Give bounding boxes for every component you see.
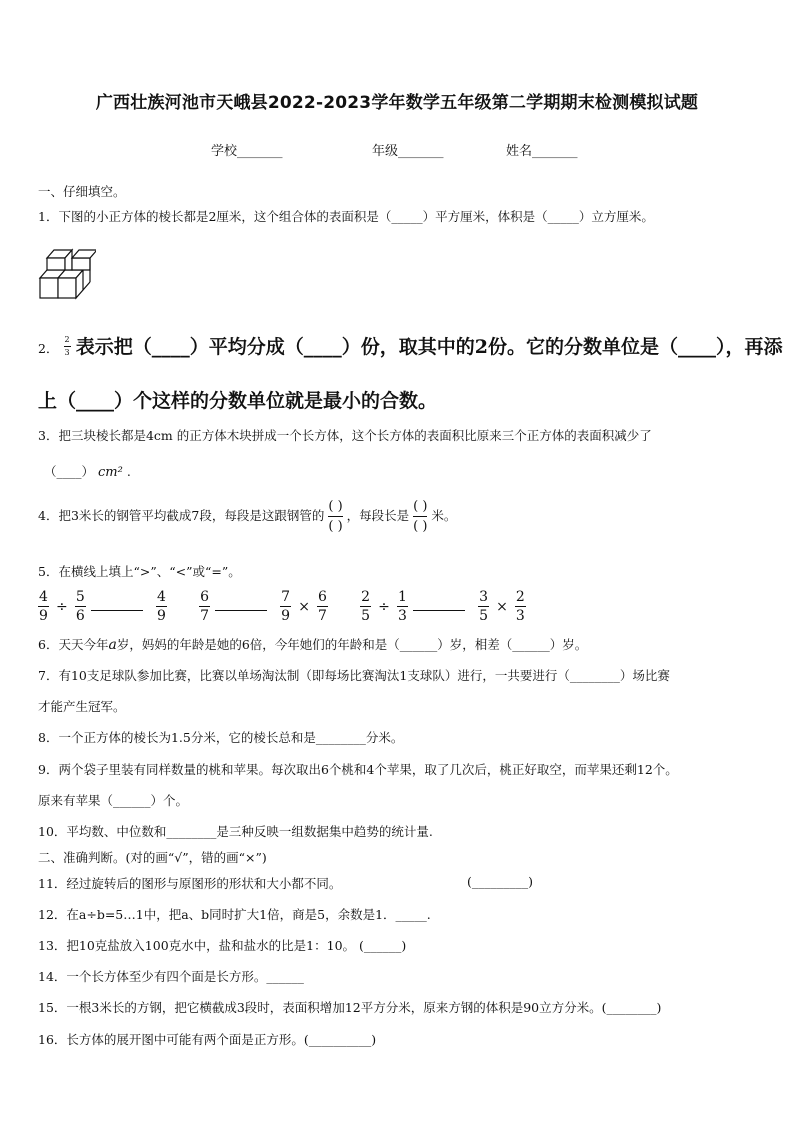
- question-7-line2: 才能产生冠军。: [38, 699, 126, 714]
- cube-assembly-figure: [38, 246, 96, 302]
- frac-6-7-b: $\frac{6}{7}$: [318, 589, 327, 624]
- section-1-heading: 一、仔细填空。: [38, 184, 126, 199]
- question-2-line2: 上（____）个这样的分数单位就是最小的合数。: [38, 390, 438, 412]
- blank-fraction-1: $\frac{( )}{( )}$: [328, 499, 343, 534]
- frac-6-7: $\frac{6}{7}$: [200, 589, 209, 624]
- question-1: 1．下图的小正方体的棱长都是2厘米，这个组合体的表面积是（_____）平方厘米，体积是（_____）立方厘米。: [38, 209, 654, 224]
- question-7-line1: 7．有10支足球队参加比赛，比赛以单场淘汰制（即每场比赛淘汰1支球队）进行，一共要进行（________）场比赛: [38, 668, 670, 683]
- name-field: 姓名_______: [506, 144, 578, 159]
- frac-7-9: $\frac{7}{9}$: [281, 589, 291, 624]
- frac-5-6: $\frac{5}{6}$: [75, 589, 85, 624]
- frac-1-3: $\frac{1}{3}$: [397, 589, 407, 624]
- question-9-line1: 9．两个袋子里装有同样数量的桃和苹果。每次取出6个桃和4个苹果，取了几次后，桃正好取空，而苹果还剩12个。: [38, 762, 678, 777]
- question-11-blank: (_________): [467, 874, 534, 889]
- comparison-row: $\frac{4}{9}$ ÷ $\frac{5}{6}$ $\frac{4}{9}$ $\frac{6}{7}$ $\frac{7}{9}$ × $\frac{6}{7}$ $\frac{2}{5}$ ÷ $\frac{1}{3}$ $\frac{3}{5}$ × $\frac{2}{3}$: [39, 589, 525, 624]
- page-title: 广西壮族河池市天峨县2022-2023学年数学五年级第二学期期末检测模拟试题: [95, 93, 699, 113]
- frac-2-5: $\frac{2}{5}$: [361, 589, 371, 624]
- answer-blank-1: [91, 596, 143, 611]
- question-4: 4．把3米长的钢管平均截成7段，每段是这跟钢管的 $\frac{( )}{( )}$ ，每段长是 $\frac{( )}{( )}$ 米。: [38, 499, 457, 534]
- grade-field: 年级_______: [372, 144, 444, 159]
- frac-3-5: $\frac{3}{5}$: [479, 589, 488, 624]
- question-5: 5．在横线上填上“>”、“<”或“=”。: [38, 564, 241, 579]
- question-12: 12．在a÷b=5…1中，把a、b同时扩大1倍，商是5，余数是1．_____.: [38, 907, 431, 922]
- section-2-heading: 二、准确判断。(对的画“√”，错的画“×”): [38, 850, 267, 865]
- answer-blank-3: [413, 596, 465, 611]
- unit-square-cm: cm²: [98, 465, 123, 480]
- question-3-line1: 3．把三块棱长都是4cm 的正方体木块拼成一个长方体，这个长方体的表面积比原来三个正方体的表面积减少了: [38, 428, 652, 443]
- blank-fraction-2: $\frac{( )}{( )}$: [413, 499, 428, 534]
- question-8: 8．一个正方体的棱长为1.5分米，它的棱长总和是________分米。: [38, 730, 404, 745]
- question-16: 16．长方体的展开图中可能有两个面是正方形。(__________): [38, 1032, 377, 1047]
- question-9-line2: 原来有苹果（______）个。: [38, 793, 189, 808]
- question-13: 13．把10克盐放入100克水中，盐和盐水的比是1：10。 (______): [38, 938, 407, 953]
- question-11: 11．经过旋转后的图形与原图形的形状和大小都不同。: [38, 876, 342, 891]
- frac-2-3: $\frac{2}{3}$: [515, 589, 525, 624]
- question-15: 15．一根3米长的方钢，把它横截成3段时，表面积增加12平方分米，原来方钢的体积是90立方分米。(________): [38, 1000, 662, 1015]
- question-2: [38, 332, 782, 359]
- question-2-number: 2．: [38, 341, 59, 356]
- question-10: 10．平均数、中位数和________是三种反映一组数据集中趋势的统计量.: [38, 824, 433, 839]
- frac-4-9-b: $\frac{4}{9}$: [156, 589, 166, 624]
- question-14: 14．一个长方体至少有四个面是长方形。______: [38, 969, 304, 984]
- frac-4-9: $\frac{4}{9}$: [39, 589, 48, 624]
- school-field: 学校_______: [211, 144, 283, 159]
- question-6: 6．天天今年a岁，妈妈的年龄是她的6倍，今年她们的年龄和是（______）岁，相差（______）岁。: [38, 637, 588, 653]
- question-3-blank: （____）: [44, 464, 95, 479]
- question-2-line1: 表示把（____）平均分成（____）份，取其中的2份。它的分数单位是（____），再添: [75, 336, 783, 358]
- fraction-two-thirds: $\frac{2}{3}$: [64, 335, 70, 357]
- question-3-line2: （____） cm² .: [44, 464, 131, 480]
- answer-blank-2: [215, 596, 267, 611]
